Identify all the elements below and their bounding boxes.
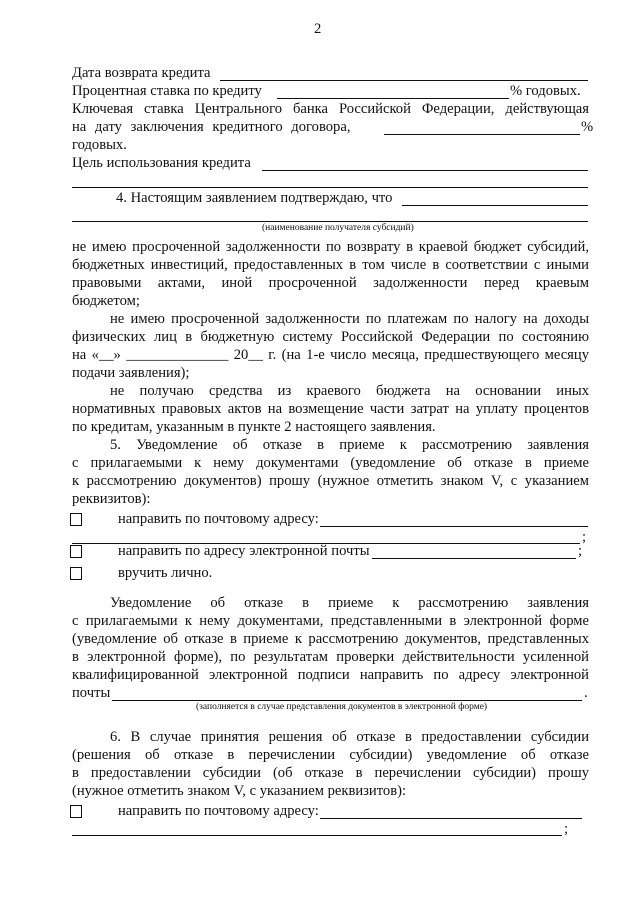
s4-p3-line-2: нормативных правовых актов на возмещение части затрат на уплату процентов <box>72 401 589 417</box>
s6-post-label: направить по почтовому адресу: <box>118 803 319 819</box>
s5-post-label: направить по почтовому адресу: <box>118 511 319 527</box>
recipient-name-field[interactable] <box>402 205 588 206</box>
s4-p1-line-2: бюджетных инвестиций, предоставленных в том числе в соответствии с иными <box>72 257 589 273</box>
s4-p1-line-4: бюджетом; <box>72 293 140 309</box>
interest-rate-label: Процентная ставка по кредиту <box>72 83 262 99</box>
s5-el-last: почты <box>72 685 111 701</box>
s5-line-1: 5. Уведомление об отказе в приеме к рассмотрению заявления <box>110 437 589 453</box>
interest-rate-suffix: % годовых. <box>510 83 581 99</box>
s5-line-2: с прилагаемыми к нему документами (уведомление об отказе в приеме <box>72 455 589 471</box>
s5-email-field[interactable] <box>372 558 576 559</box>
s5-line-4: реквизитов): <box>72 491 151 507</box>
purpose-field-line-2[interactable] <box>72 187 588 188</box>
purpose-label: Цель использования кредита <box>72 155 251 171</box>
key-rate-field[interactable] <box>384 134 580 135</box>
s4-p2-line-1: не имею просроченной задолженности по платежам по налогу на доходы <box>110 311 589 327</box>
s4-p3-line-1: не получаю средства из краевого бюджета на основании иных <box>110 383 589 399</box>
s5-el-period: . <box>584 685 588 701</box>
s5-email-label: направить по адресу электронной почты <box>118 543 370 559</box>
s6-post-semicolon: ; <box>564 821 569 837</box>
s5-personal-label: вручить лично. <box>118 565 213 581</box>
s4-p1-line-3: правовыми актами, иной просроченной задолженности перед краевым <box>72 275 589 291</box>
s6-line-2: (решения об отказе в перечислении субсидии) уведомление об отказе <box>72 747 589 763</box>
s5-personal-checkbox[interactable] <box>70 567 82 580</box>
return-date-label: Дата возврата кредита <box>72 65 211 81</box>
s4-p2-line-3: на «__» ______________ 20__ г. (на 1-е число месяца, предшествующего месяцу <box>72 347 589 363</box>
s5-el-line-4: в электронной форме), по результатам проверки действительности усиленной <box>72 649 589 665</box>
s6-post-checkbox[interactable] <box>70 805 82 818</box>
return-date-field[interactable] <box>220 80 588 81</box>
s5-electronic-email-field[interactable] <box>112 700 582 701</box>
s5-el-line-2: с прилагаемыми к нему документами, представленными в электронной форме <box>72 613 589 629</box>
key-rate-line-3: годовых. <box>72 137 127 153</box>
s5-post-address-field[interactable] <box>320 526 588 527</box>
s5-post-checkbox[interactable] <box>70 513 82 526</box>
s5-email-checkbox[interactable] <box>70 545 82 558</box>
s4-p3-line-3: по кредитам, указанным в пункте 2 настоящего заявления. <box>72 419 436 435</box>
s6-line-1: 6. В случае принятия решения об отказе в предоставлении субсидии <box>110 729 589 745</box>
s4-p2-line-4: подачи заявления); <box>72 365 190 381</box>
key-rate-line-2: на дату заключения кредитного договора, <box>72 119 351 135</box>
s5-el-line-5: квалифицированной электронной подписи направить по адресу электронной <box>72 667 589 683</box>
interest-rate-field[interactable] <box>277 98 509 99</box>
s5-post-semicolon: ; <box>582 529 587 545</box>
recipient-name-caption: (наименование получателя субсидий) <box>262 223 414 233</box>
s4-p1-line-1: не имею просроченной задолженности по возврату в краевой бюджет субсидий, <box>72 239 589 255</box>
s5-line-3: к рассмотрению документов) прошу (нужное отметить знаком V, с указанием <box>72 473 589 489</box>
purpose-field[interactable] <box>262 170 588 171</box>
s5-el-line-1: Уведомление об отказе в приеме к рассмотрению заявления <box>110 595 589 611</box>
s5-el-line-3: (уведомление об отказе в приеме к рассмотрению документов, представленных <box>72 631 589 647</box>
key-rate-line-1: Ключевая ставка Центрального банка Российской Федерации, действующая <box>72 101 589 117</box>
s6-post-address-field-line-2[interactable] <box>72 835 562 836</box>
s6-post-address-field[interactable] <box>320 818 582 819</box>
s5-email-semicolon: ; <box>578 543 583 559</box>
section-4-intro: 4. Настоящим заявлением подтверждаю, что <box>116 190 393 206</box>
s5-electronic-caption: (заполняется в случае представления документов в электронной форме) <box>196 702 488 712</box>
s6-line-4: (нужное отметить знаком V, с указанием реквизитов): <box>72 783 407 799</box>
recipient-name-field-line-2[interactable] <box>72 221 588 222</box>
s6-line-3: в предоставлении субсидии (об отказе в перечислении субсидии) прошу <box>72 765 589 781</box>
page-number: 2 <box>314 21 322 37</box>
key-rate-pct: % <box>581 119 594 135</box>
s4-p2-line-2: физических лиц в бюджетную систему Российской Федерации по состоянию <box>72 329 589 345</box>
